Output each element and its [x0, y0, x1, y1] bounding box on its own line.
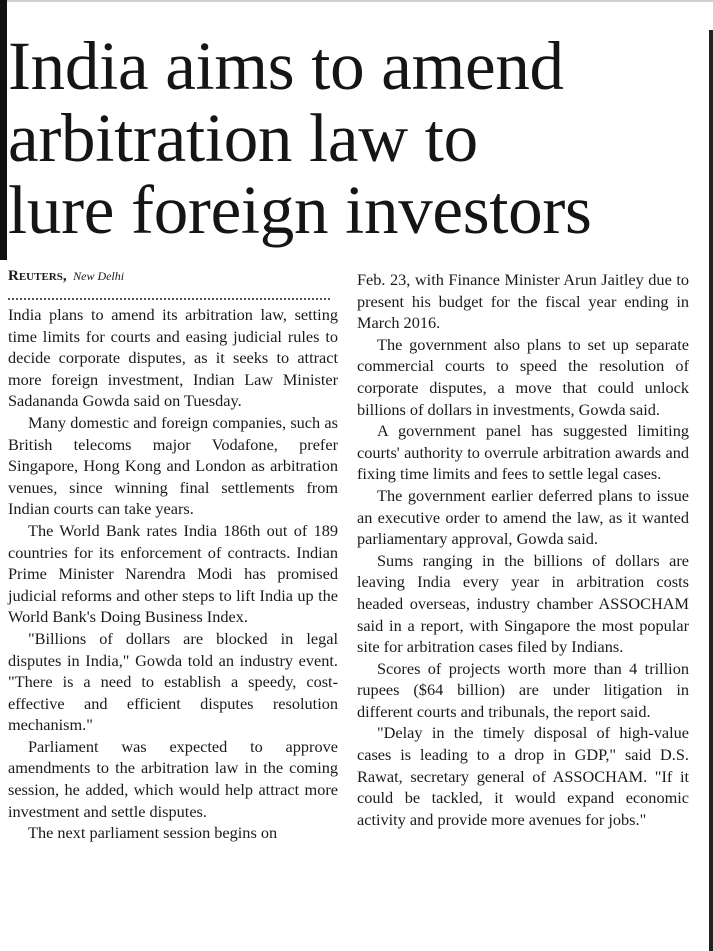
article-column-left [8, 266, 338, 844]
dotted-divider [8, 290, 330, 300]
headline [8, 30, 698, 246]
byline-place: New Delhi [73, 269, 125, 283]
article-paragraph: India plans to amend its arbitration law, setting time limits for courts and easing judicial rules to decide corporate disputes, as it seeks to attract more foreign investment, Indian Law Minister Sadananda Gowda said on Tuesday. [8, 305, 338, 411]
right-margin-bar [709, 30, 713, 951]
article-paragraph: Feb. 23, with Finance Minister Arun Jaitley due to present his budget for the fiscal year ending in March 2016. [357, 270, 689, 333]
article-paragraph: The government earlier deferred plans to issue an executive order to amend the law, as it wanted parliamentary approval, Gowda said. [357, 485, 689, 549]
byline [8, 266, 338, 286]
article-paragraph: "Delay in the timely disposal of high-value cases is leading to a drop in GDP," said D.S. Rawat, secretary general of ASSOCHAM. "If it could be tackled, it would expand economic activity and provide more avenues for jobs." [357, 723, 689, 829]
article-paragraph: The government also plans to set up separate commercial courts to speed the resolution of corporate disputes, a move that could unlock billions of dollars in investments, Gowda said. [357, 334, 689, 419]
headline-line-1: India aims to amend [8, 28, 564, 104]
article-paragraph: A government panel has suggested limiting courts' authority to overrule arbitration awards and fixing time limits and fees to settle legal cases. [357, 421, 689, 484]
article-paragraph: The next parliament session begins on [28, 823, 278, 843]
article-paragraph: Parliament was expected to approve amendments to the arbitration law in the coming session, he added, which would help attract more investment and settle disputes. [8, 736, 338, 821]
article-paragraph: Scores of projects worth more than 4 trillion rupees ($64 billion) are under litigation in different courts and tribunals, the report said. [357, 658, 689, 721]
article-paragraph: Many domestic and foreign companies, such as British telecoms major Vodafone, prefer Singapore, Hong Kong and London as arbitration venues, since winning final settlements from Indian courts can take years. [8, 412, 338, 519]
top-rule [0, 0, 713, 2]
article-paragraph: Sums ranging in the billions of dollars are leaving India every year in arbitration costs headed overseas, industry chamber ASSOCHAM said in a report, with Singapore the most popular site for arbitration cases filed by Indians. [357, 550, 689, 657]
byline-agency: Reuters, [8, 268, 67, 284]
headline-line-3: lure foreign investors [8, 172, 592, 248]
article-paragraph: The World Bank rates India 186th out of 189 countries for its enforcement of contracts. Indian Prime Minister Narendra Modi has promised judicial reforms and other steps to lift India up the World Bank's Doing Business Index. [8, 520, 338, 627]
left-margin-bar [0, 0, 7, 260]
article-paragraph: "Billions of dollars are blocked in legal disputes in India," Gowda told an industry event. "There is a need to establish a speedy, cost-effective and efficient disputes resolution mechanism." [8, 628, 338, 735]
article-column-right [357, 269, 689, 830]
headline-line-2: arbitration law to [8, 100, 478, 176]
